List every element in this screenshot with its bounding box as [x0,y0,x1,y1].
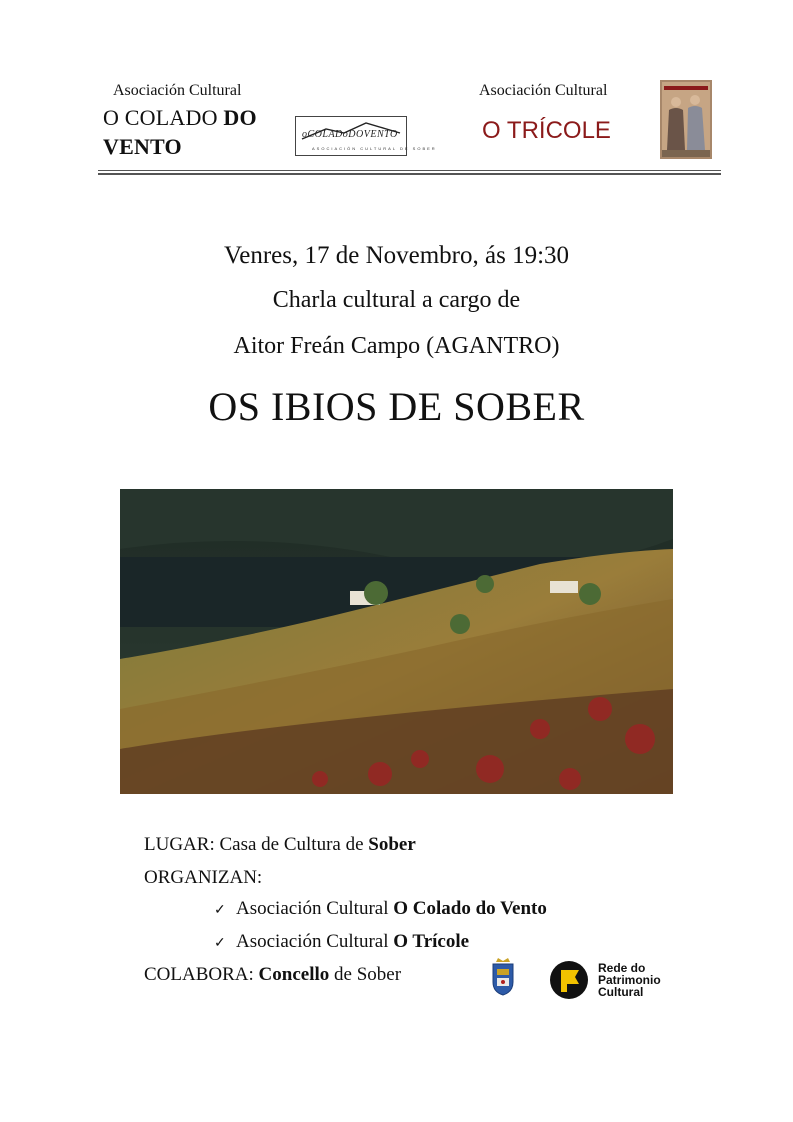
rede-line-2: Patrimonio [598,973,661,987]
tricole-figures-image [660,80,712,159]
lugar-bold: Sober [368,834,416,855]
colabora-text: de Sober [329,964,402,985]
colabora-label: COLABORA: [144,964,254,985]
rede-line-1: Rede do [598,961,646,975]
event-speaker: Aitor Freán Campo (AGANTRO) [233,333,560,359]
right-association-name: O TRÍCOLE [482,117,611,144]
flag-icon [547,960,592,1000]
left-name-part3: VENTO [103,134,182,159]
checkmark-icon: ✓ [214,903,226,918]
organizan-label: ORGANIZAN: [144,867,263,888]
colado-logo-subtitle: ASOCIACIÓN CULTURAL DE SOBER [312,146,437,151]
lugar-label: LUGAR: [144,834,215,855]
colabora-bold: Concello [253,964,330,985]
colado-logo-text: oCOLADoDOVENTO [302,129,398,140]
right-association-label: Asociación Cultural [479,82,608,99]
event-date: Venres, 17 de Novembro, ás 19:30 [223,242,570,269]
coat-of-arms-icon [490,958,516,996]
rede-patrimonio-label [598,962,661,998]
left-association-name [103,103,257,161]
checkmark-icon: ✓ [214,936,226,951]
organizer-item [214,898,547,920]
lugar-text: Casa de Cultura de [214,834,369,855]
vineyard-photo [120,489,673,794]
left-name-part2: DO [223,105,257,130]
event-title: OS IBIOS DE SOBER [208,384,585,429]
lugar-line [144,834,416,856]
org1-text: Asociación Cultural [236,898,394,919]
header-rule-bottom [98,173,721,175]
org1-bold: O Colado do Vento [393,898,547,919]
header-rule-top [98,170,721,171]
left-name-part1: O COLADO [103,105,224,130]
organizer-item [214,931,469,953]
left-association-label: Asociación Cultural [113,82,242,99]
org2-bold: O Trícole [393,931,470,952]
org2-text: Asociación Cultural [236,931,394,952]
rede-line-3: Cultural [598,985,644,999]
event-talk-intro: Charla cultural a cargo de [272,287,521,313]
colabora-line [144,964,401,986]
